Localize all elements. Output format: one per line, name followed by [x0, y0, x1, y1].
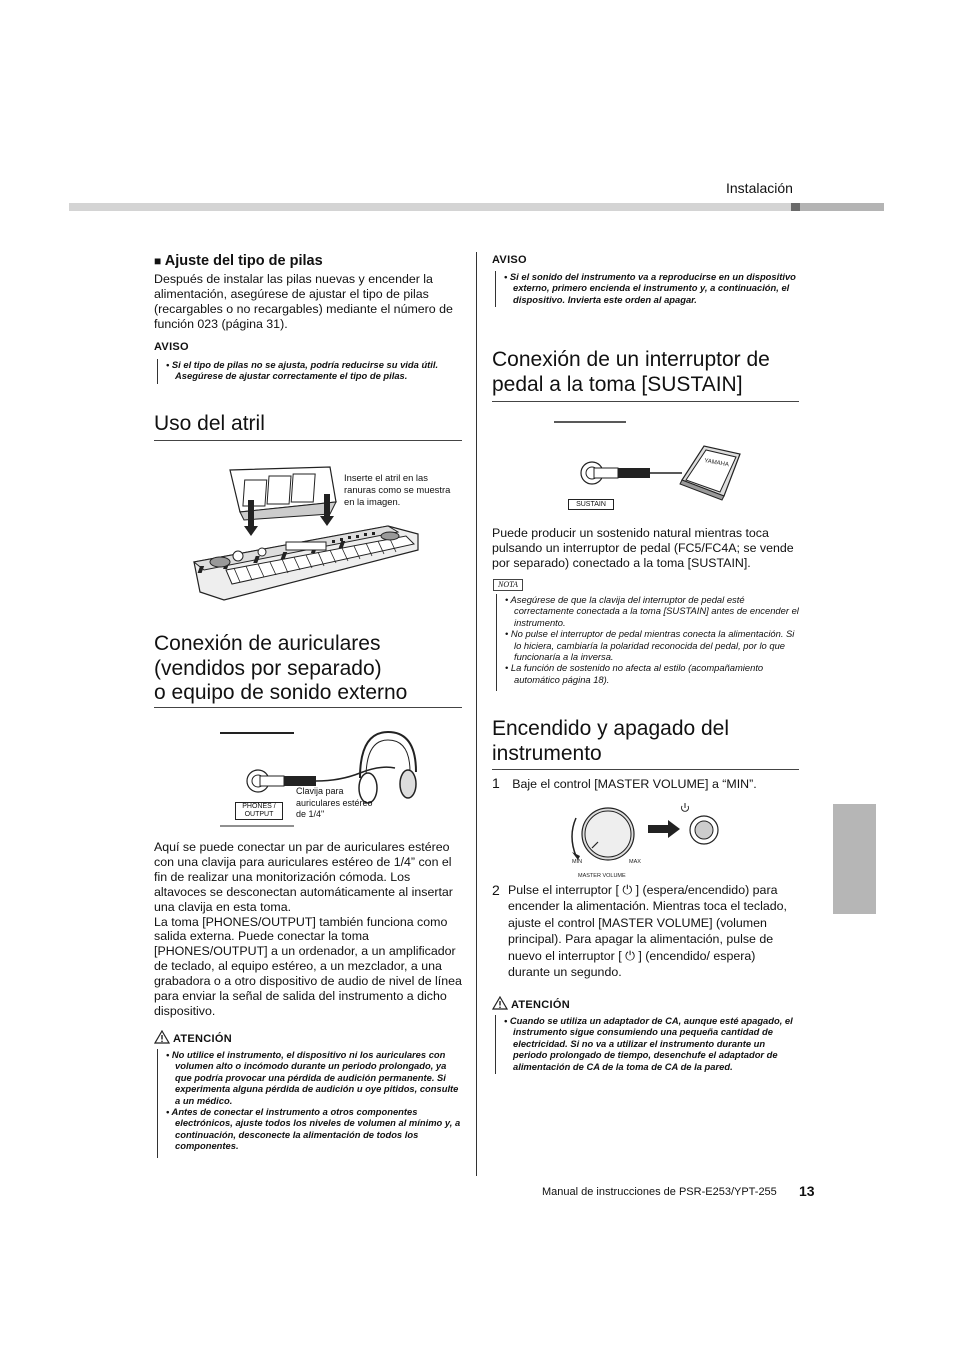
step-2 — [492, 882, 800, 980]
knob-label: MASTER VOLUME — [578, 873, 626, 879]
battery-body: Después de instalar las pilas nuevas y encender la alimentación, asegúrese de ajustar el tipo de pilas (recargables o no recargables) mediante el número de función 023 (página 31). — [154, 272, 453, 331]
atril-rule — [154, 440, 462, 441]
section-title: Instalación — [726, 180, 793, 196]
warning-icon — [154, 1030, 170, 1044]
atencion-heading: ATENCIÓN — [154, 1030, 462, 1045]
power-icon — [682, 803, 689, 811]
aviso-label: AVISO — [154, 340, 189, 353]
sustain-body: Puede producir un sostenido natural mientras toca pulsando un interruptor de pedal (FC5/FC4A; se vende por separado) conectado a la toma [SUSTAIN]. — [492, 526, 794, 570]
power-title: Encendido y apagado del instrumento — [492, 717, 730, 765]
aviso-box — [157, 359, 462, 385]
chapter-tab — [833, 804, 876, 914]
header-bar-marker — [791, 203, 800, 211]
step-number: 1 — [492, 775, 500, 791]
atril-caption: Inserte el atril en las ranuras como se muestra en la imagen. — [344, 472, 451, 507]
atencion-heading: ATENCIÓN — [492, 996, 800, 1011]
nota-section — [493, 574, 801, 691]
atencion-item: • Cuando se utiliza un adaptador de CA, aunque esté apagado, el instrumento sigue consumiendo una pequeña cantidad de electricidad. Si no va a utilizar el instrumento durante un periodo prolongado de tiempo, desenchufe el adaptador de alimentación de CA de la toma de CA de la pared. — [504, 1015, 793, 1072]
auriculares-title: Conexión de auriculares (vendidos por separado) o equipo de sonido externo — [154, 632, 408, 704]
sustain-title: Conexión de un interruptor de pedal a la toma [SUSTAIN] — [492, 348, 770, 396]
atencion-left — [154, 1030, 462, 1158]
sustain-label: SUSTAIN — [568, 499, 614, 510]
battery-title: Ajuste del tipo de pilas — [164, 253, 323, 269]
nota-label: NOTA — [493, 579, 523, 591]
auriculares-body-p1: Aquí se puede conectar un par de auriculares estéreo con una clavija para auriculares estéreo de 1/4” con el fin de realizar una monitorización cómoda. Los altavoces se desconectan automáticamente al insertar una clavija en esta toma. — [154, 840, 453, 914]
atencion-item: • Antes de conectar el instrumento a otros componentes electrónicos, ajuste todos los niveles de volumen al mínimo y, a continuación, desconecte la alimentación de todos los componentes. — [166, 1106, 461, 1152]
aviso-label: AVISO — [492, 254, 527, 266]
auriculares-rule — [154, 707, 462, 708]
atencion-list — [157, 1049, 462, 1158]
nota-item: • La función de sostenido no afecta al estilo (acompañamiento automático página 18). — [505, 662, 764, 685]
column-divider — [476, 252, 477, 1176]
aviso-item: • Si el tipo de pilas no se ajusta, podría reducirse su vida útil. Asegúrese de ajustar correctamente el tipo de pilas. — [166, 358, 439, 382]
aviso-item: • Si el sonido del instrumento va a reproducirse en un dispositivo externo, primero encienda el instrumento y, a continuación, el dispositivo. Invierta este orden al apagar. — [504, 271, 796, 305]
step-text: Baje el control [MASTER VOLUME] a “MIN”. — [512, 777, 757, 791]
header-bar-end — [800, 203, 884, 211]
nota-item: • Asegúrese de que la clavija del interruptor de pedal esté correctamente conectada a la toma [SUSTAIN] antes de encender el instrumento. — [505, 594, 799, 628]
aviso-box — [495, 271, 798, 307]
aviso-right — [492, 254, 798, 307]
nota-list — [496, 594, 801, 691]
plug-caption: Clavija para auriculares estéreo de 1/4" — [296, 786, 373, 819]
footer-manual: Manual de instrucciones de PSR-E253/YPT-255 — [542, 1186, 777, 1198]
nota-item: • No pulse el interruptor de pedal mientras conecta la alimentación. Si lo hiciera, cambiaría la polaridad reconocida del pedal, por lo que funcionaría a la inversa. — [505, 628, 795, 663]
pedal-brand: YAMAHA — [703, 458, 730, 469]
atril-title: Uso del atril — [154, 412, 265, 435]
page-number: 13 — [799, 1183, 815, 1199]
knob-max-label: MAX — [629, 859, 641, 865]
step-number: 2 — [492, 882, 500, 898]
phones-output-label: PHONES / OUTPUT — [235, 802, 283, 820]
auriculares-body — [154, 840, 462, 1019]
header-bar — [69, 203, 791, 211]
knob-min-label: MIN — [572, 859, 583, 865]
power-rule — [492, 769, 799, 770]
sustain-rule — [492, 401, 799, 402]
battery-heading: ■ Ajuste del tipo de pilas — [154, 253, 323, 269]
volume-power-illustration — [564, 800, 734, 880]
battery-section — [154, 253, 462, 384]
warning-icon — [492, 996, 508, 1010]
step-text: Pulse el interruptor [ ⏻ ] (espera/encendido) para encender la alimentación. Mientras toca el teclado, ajuste el control [MASTER VOLUME] (volumen principal). Para apagar la alimentación, pulse de nuevo el interruptor [ ⏻ ] (encendido/ espera) durante un segundo. — [508, 883, 787, 980]
auriculares-body-p2: La toma [PHONES/OUTPUT] también funciona como salida externa. Puede conectar la toma [PHONES/OUTPUT] a un ordenador, a un amplificador de teclado, al equipo estéreo, a un mezclador, a una grabadora o a otro dispositivo de audio de nivel de línea para enviar la señal de salida del instrumento a dicho dispositivo. — [154, 914, 462, 1018]
step-1 — [492, 775, 800, 793]
atencion-right — [492, 996, 800, 1074]
atencion-list — [495, 1015, 800, 1074]
atencion-item: • No utilice el instrumento, el dispositivo ni los auriculares con volumen alto o incómodo durante un periodo prolongado, ya que podría provocar una pérdida de audición permanente. Si experimenta alguna pérdida de audición u oye pitidos, consulte a un médico. — [166, 1049, 459, 1106]
